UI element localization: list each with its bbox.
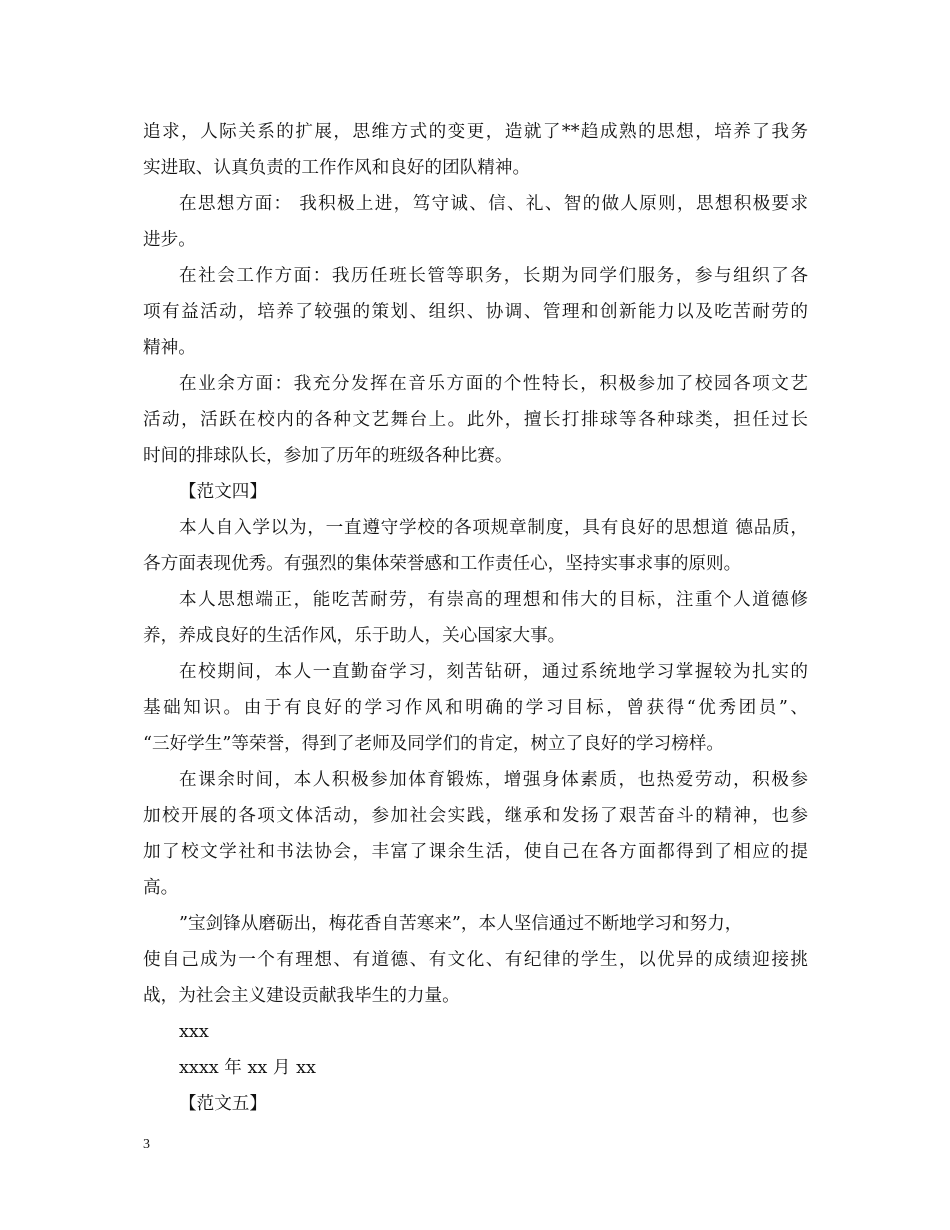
text-line: 在思想方面： 我积极上进，笃守诚、信、礼、智的做人原则，思想积极要求 [179, 194, 808, 214]
text-line: 【范文五】 [179, 1094, 267, 1114]
text-line: xxx [179, 1022, 209, 1042]
text-line: 在社会工作方面：我历任班长管等职务，长期为同学们服务，参与组织了各 [179, 266, 808, 286]
text-line: 高。 [143, 878, 179, 898]
text-line: 本人思想端正，能吃苦耐劳，有崇高的理想和伟大的目标，注重个人道德修 [179, 590, 808, 610]
text-line: 项有益活动，培养了较强的策划、组织、协调、管理和创新能力以及吃苦耐劳的 [143, 302, 808, 322]
text-line: “三好学生”等荣誉，得到了老师及同学们的肯定，树立了良好的学习榜样。 [143, 734, 724, 754]
text-line: 进步。 [143, 230, 196, 250]
text-line: xxxx 年 xx 月 xx [179, 1058, 316, 1078]
text-line: 养，养成良好的生活作风，乐于助人，关心国家大事。 [143, 626, 566, 646]
text-line: 在校期间，本人一直勤奋学习，刻苦钻研，通过系统地学习掌握较为扎实的 [179, 662, 808, 682]
text-line: 加了校文学社和书法协会，丰富了课余生活，使自己在各方面都得到了相应的提 [143, 842, 808, 862]
text-line: 基础知识。由于有良好的学习作风和明确的学习目标，曾获得“优秀团员”、 [143, 698, 808, 718]
text-line: 使自己成为一个有理想、有道德、有文化、有纪律的学生，以优异的成绩迎接挑 [143, 950, 808, 970]
text-line: 在业余方面：我充分发挥在音乐方面的个性特长，积极参加了校园各项文艺 [179, 374, 808, 394]
text-line: 活动，活跃在校内的各种文艺舞台上。此外，擅长打排球等各种球类，担任过长 [143, 410, 808, 430]
text-line: 各方面表现优秀。有强烈的集体荣誉感和工作责任心，坚持实事求事的原则。 [143, 554, 742, 574]
text-line: ”宝剑锋从磨砺出，梅花香自苦寒来”，本人坚信通过不断地学习和努力， [179, 914, 743, 934]
text-line: 加校开展的各项文体活动，参加社会实践，继承和发扬了艰苦奋斗的精神，也参 [143, 806, 808, 826]
text-line: 追求，人际关系的扩展，思维方式的变更，造就了**趋成熟的思想，培养了我务 [143, 122, 808, 142]
document-body [143, 114, 808, 1122]
text-line: 精神。 [143, 338, 196, 358]
text-line: 【范文四】 [179, 482, 267, 502]
text-line: 时间的排球队长，参加了历年的班级各种比赛。 [143, 446, 513, 466]
text-line: 实进取、认真负责的工作作风和良好的团队精神。 [143, 158, 531, 178]
page-number: 3 [143, 1137, 150, 1152]
text-line: 战，为社会主义建设贡献我毕生的力量。 [143, 986, 460, 1006]
text-line: 本人自入学以为，一直遵守学校的各项规章制度，具有良好的思想道 德品质， [179, 518, 808, 538]
text-line: 在课余时间，本人积极参加体育锻炼，增强身体素质，也热爱劳动，积极参 [179, 770, 808, 790]
